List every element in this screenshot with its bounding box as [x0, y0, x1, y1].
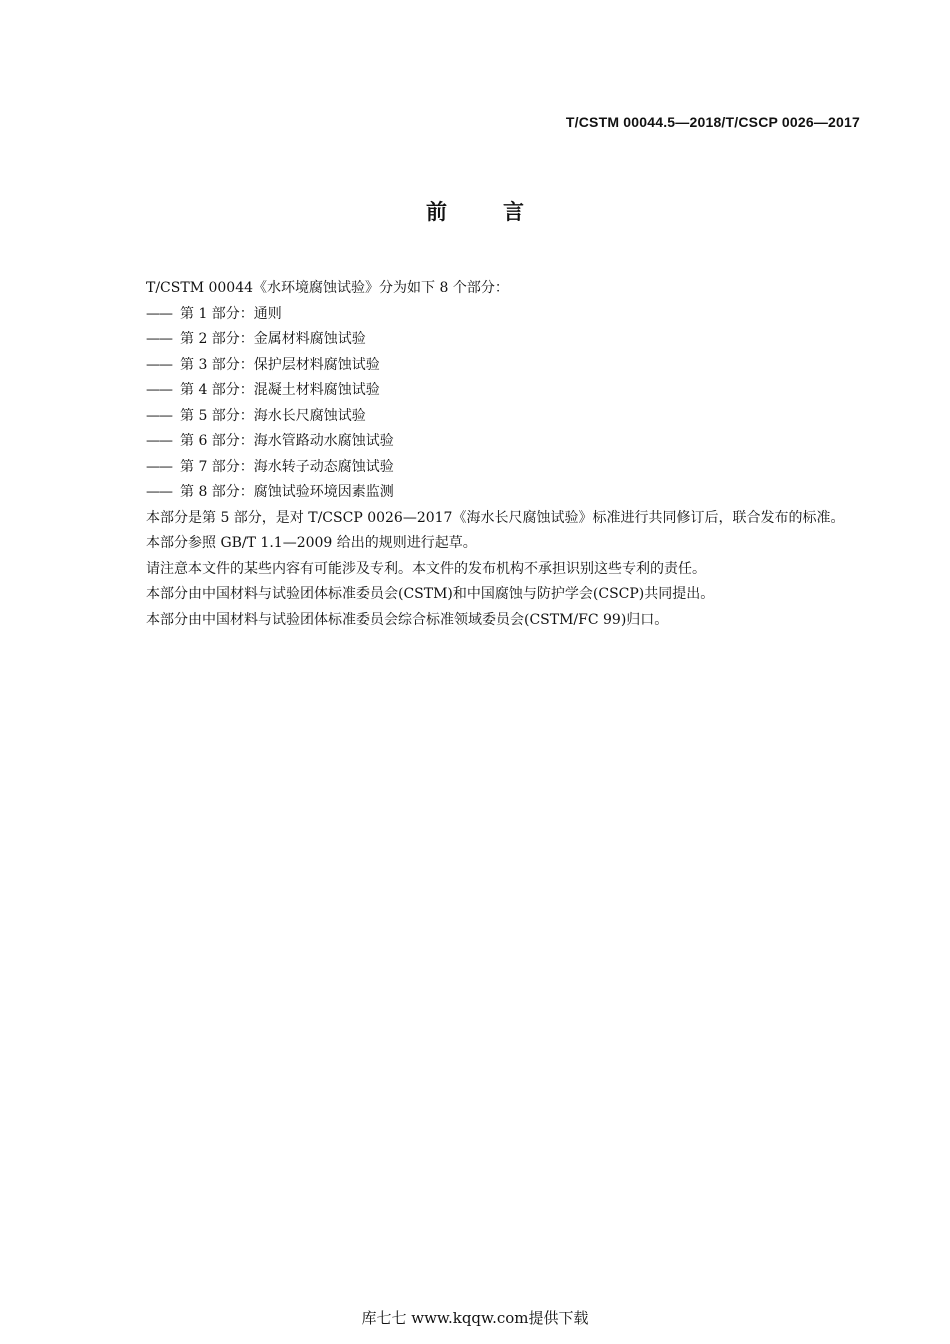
list-dash: ——	[146, 356, 172, 373]
list-dash: ——	[146, 331, 172, 347]
part-label: 第 3 部分：保护层材料腐蚀试验	[180, 356, 380, 373]
download-footer: 库七七 www.kqqw.com提供下载	[361, 1309, 589, 1327]
part-label: 第 4 部分：混凝土材料腐蚀试验	[180, 382, 380, 398]
document-code: T/CSTM 00044.5—2018/T/CSCP 0026—2017	[565, 114, 860, 130]
list-item	[114, 404, 862, 430]
list-item	[114, 302, 862, 328]
list-item	[114, 378, 862, 404]
list-item	[114, 480, 862, 506]
list-item	[114, 455, 862, 481]
body-paragraph: 本部分由中国材料与试验团体标准委员会(CSTM)和中国腐蚀与防护学会(CSCP)共同提出。	[146, 586, 715, 602]
list-item	[114, 429, 862, 455]
body-paragraph: 请注意本文件的某些内容有可能涉及专利。本文件的发布机构不承担识别这些专利的责任。	[146, 560, 706, 577]
body-paragraph: 本部分由中国材料与试验团体标准委员会综合标准领域委员会(CSTM/FC 99)归口。	[146, 611, 669, 628]
part-label: 第 5 部分：海水长尺腐蚀试验	[180, 407, 366, 424]
body-paragraph: 本部分是第 5 部分，是对 T/CSCP 0026—2017《海水长尺腐蚀试验》标准进行共同修订后，联合发布的标准。	[146, 509, 845, 526]
page-title: 前言	[426, 200, 580, 224]
part-list	[114, 302, 862, 506]
intro-paragraph: T/CSTM 00044《水环境腐蚀试验》分为如下 8 个部分：	[146, 280, 509, 296]
list-dash: ——	[146, 484, 172, 500]
list-dash: ——	[146, 305, 172, 322]
list-item	[114, 327, 862, 353]
body-paragraph: 本部分参照 GB/T 1.1—2009 给出的规则进行起草。	[146, 535, 477, 551]
list-item	[114, 353, 862, 379]
part-label: 第 1 部分：通则	[180, 305, 282, 322]
part-label: 第 7 部分：海水转子动态腐蚀试验	[180, 458, 394, 475]
list-dash: ——	[146, 433, 172, 449]
list-dash: ——	[146, 382, 172, 398]
list-dash: ——	[146, 458, 172, 475]
part-label: 第 2 部分：金属材料腐蚀试验	[180, 331, 366, 347]
part-label: 第 8 部分：腐蚀试验环境因素监测	[180, 484, 394, 500]
list-dash: ——	[146, 407, 172, 424]
document-body	[114, 276, 862, 633]
part-label: 第 6 部分：海水管路动水腐蚀试验	[180, 433, 394, 449]
